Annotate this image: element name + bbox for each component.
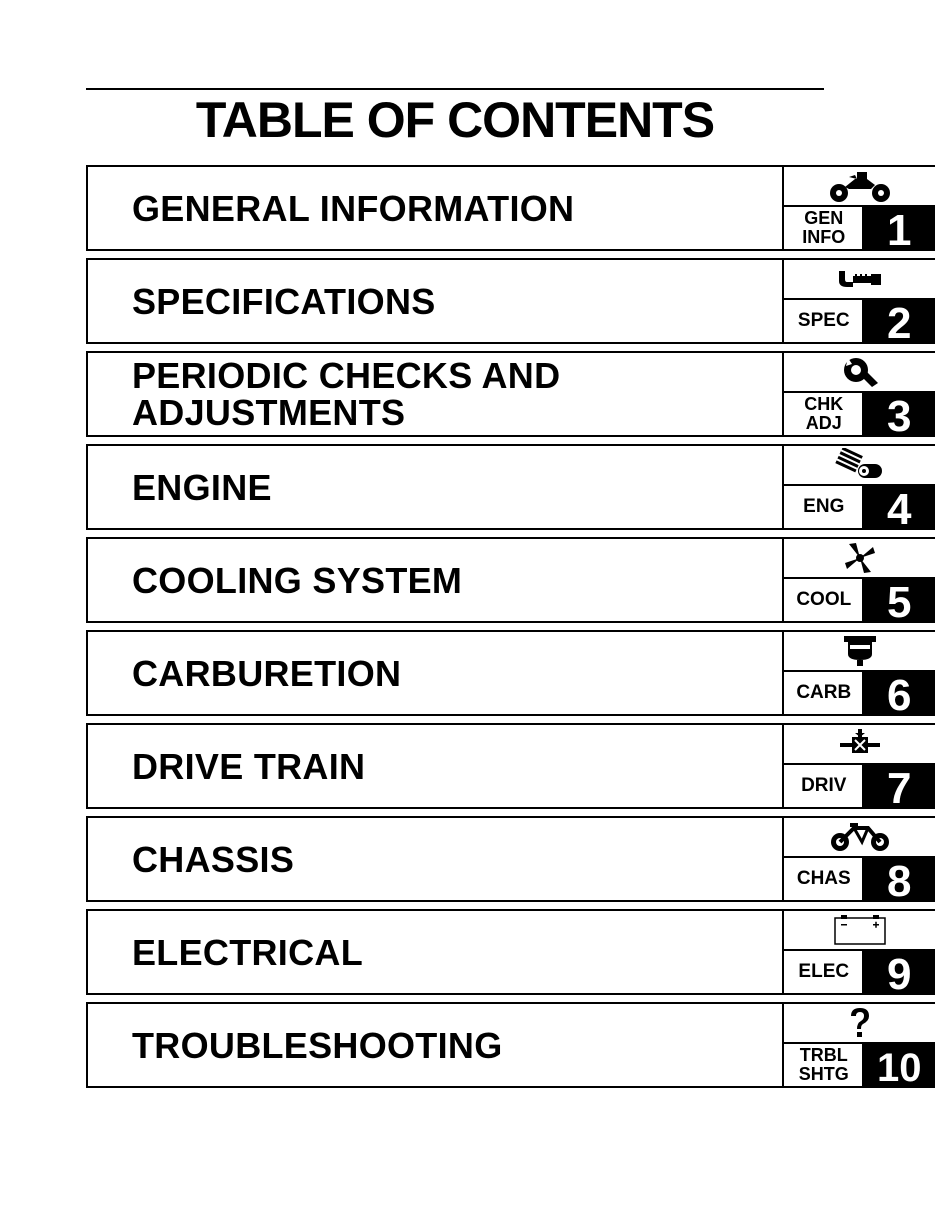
section-code: CHK ADJ [804, 394, 844, 433]
section-row-periodic-checks[interactable] [86, 351, 935, 441]
section-tab [782, 1004, 935, 1090]
section-code: SPEC [797, 310, 850, 331]
section-number: 3 [862, 393, 935, 435]
section-number: 9 [862, 951, 935, 993]
section-label: TROUBLESHOOTING [132, 1024, 503, 1066]
section-tab [782, 446, 935, 534]
section-number: 4 [862, 486, 935, 528]
section-tab [782, 818, 935, 906]
section-code: TRBL SHTG [798, 1045, 849, 1084]
section-tab [782, 632, 935, 720]
section-label: COOLING SYSTEM [132, 559, 463, 601]
section-label: ENGINE [132, 466, 272, 508]
section-label: ELECTRICAL [132, 931, 363, 973]
section-code: GEN INFO [802, 208, 846, 247]
section-label: SPECIFICATIONS [132, 280, 436, 322]
section-row-carburetion[interactable] [86, 630, 935, 720]
page-title: TABLE OF CONTENTS [195, 92, 715, 148]
section-label: CARBURETION [132, 652, 402, 694]
wrench-icon [784, 353, 935, 391]
section-row-troubleshooting[interactable] [86, 1002, 935, 1088]
section-tab [782, 353, 935, 441]
section-number: 6 [862, 672, 935, 714]
section-tab [782, 725, 935, 813]
section-row-specifications[interactable] [86, 258, 935, 348]
section-tab [782, 539, 935, 627]
section-row-engine[interactable] [86, 444, 935, 534]
section-number: 2 [862, 300, 935, 342]
micrometer-icon [784, 260, 935, 298]
question-mark-icon [784, 1004, 935, 1042]
section-number: 1 [862, 207, 935, 249]
section-row-general-information[interactable] [86, 165, 935, 255]
section-tab [782, 911, 935, 999]
drive-shaft-icon [784, 725, 935, 763]
section-label: GENERAL INFORMATION [132, 187, 575, 229]
section-row-chassis[interactable] [86, 816, 935, 906]
section-tab [782, 260, 935, 348]
section-code: DRIV [801, 775, 847, 796]
section-code: ENG [803, 496, 845, 517]
carburetor-icon [784, 632, 935, 670]
section-row-cooling-system[interactable] [86, 537, 935, 627]
chassis-icon [784, 818, 935, 856]
section-tab [782, 167, 935, 255]
section-code: CHAS [796, 868, 851, 889]
section-code: ELEC [798, 961, 850, 982]
contents-list [86, 165, 935, 1095]
section-label: CHASSIS [132, 838, 295, 880]
section-number: 5 [862, 579, 935, 621]
section-label: DRIVE TRAIN [132, 745, 366, 787]
battery-icon [784, 911, 935, 949]
section-row-electrical[interactable] [86, 909, 935, 999]
fan-icon [784, 539, 935, 577]
section-row-drive-train[interactable] [86, 723, 935, 813]
section-label: PERIODIC CHECKS AND ADJUSTMENTS [132, 355, 561, 433]
section-code: COOL [796, 589, 852, 610]
section-number: 7 [862, 765, 935, 807]
engine-icon [784, 446, 935, 484]
section-number: 10 [862, 1044, 935, 1086]
section-code: CARB [796, 682, 852, 703]
atv-icon [784, 167, 935, 205]
section-number: 8 [862, 858, 935, 900]
